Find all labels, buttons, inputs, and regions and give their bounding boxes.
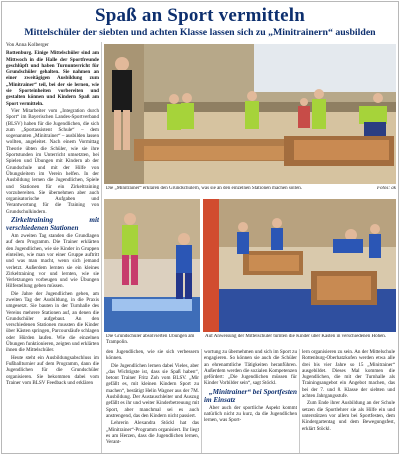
photo-vaulting-boxes xyxy=(203,199,396,332)
section-subhead: „Minitrainer“ bei Sportfesten im Einsatz xyxy=(204,387,297,404)
lead-paragraph: Rottenburg. Einige Mittelschüler sind am Mittwoch in die Halle der Sportfreunde geschlüpft und haben Turnunterricht für Grundschüler gehalten. Sie nahmen an einer zweitägigen Ausbildung zum „Minitrainer“ teil, bei der sie lernen, wie sie Sporteinheiten vorbereiten und gestalten können und Kindern Spaß am Sport vermitteln. xyxy=(6,50,99,107)
text-column-4 xyxy=(302,349,395,453)
section-subhead: Zirkeltraining mit verschiedenen Stationen xyxy=(6,216,99,233)
paragraph: Die Jugendlichen lernen dabei Vieles, aber „das Wichtigste ist, dass sie Spaß haben“, betont Trainer Fritz Zoh vom BLSV. „Mir gefällt es, mit kleinen Kindern Sport zu machen“, bestätigt Helin Wagner aus der 7M. Ausbildung. Der Austauschleiter und Auszug gefällt es ihr und weiter Kinderbetreuung mit Sport, aber manchmal sei es auch anstrengend, das den Kindern nicht passiert. xyxy=(106,362,199,419)
paragraph: den Jugendlichen, wie sie sich verbessern können. xyxy=(106,349,199,362)
photo-top-illustration xyxy=(104,44,396,184)
column-divider xyxy=(201,349,202,453)
paragraph: Lehrerin Alexandra Stöckl hat das „Minitrainer“-Programm organisiert. Ihr liegt es am Herzen, dass die Jugendlichen lernen, Verant- xyxy=(106,420,199,446)
paragraph: Am zweiten Tag standen die Grundlagen auf dem Programm. Die Trainer erklärten den Jugendlichen, wie sie Kinder in Gruppen einteilen, wie man vor einer Gruppe auftritt und was man macht, wenn sich jemand verletzt. Außerdem lernten sie ein kleines Zirkeltraining vor und lernten, wie sie Verletzungen vorbeugen und wie Übungen Hilfestellung geben müssen. xyxy=(6,233,99,290)
paragraph: Aber auch der sportliche Aspekt kommt natürlich nicht zu kurz, da die Jugendlichen lernen, was Sport- xyxy=(204,404,297,424)
photo-credit: Fotos: ak xyxy=(376,186,396,191)
photo-top-gym-stations xyxy=(104,44,396,184)
byline: Von Anna Kolberger xyxy=(6,42,49,48)
text-column-1 xyxy=(6,42,99,453)
paragraph: Heute steht ein Ausbildungsabschluss im Fußballturnier auf dem Programm, dann die Jugendlichen für die Grundschüler organisieren. Sie bekommen dabei vom Trainer vom BLSV Feedback und erklären xyxy=(6,354,99,386)
photo-boxes-caption: Auf Anweisung der Mittelschüler turnten die Kinder über Kästen in verschiedenen Höhen. xyxy=(205,334,387,339)
column-divider xyxy=(299,349,300,453)
article-headline: Spaß an Sport vermitteln xyxy=(94,5,306,26)
photo-trampoline-caption: Die Grundschüler absolvierten Übungen am Trampolin. xyxy=(106,334,195,345)
paragraph: Vier Mitarbeiter vom „Integration durch Sport“ im Bayerischen Landes-Sportverband (BLSV) haben für die Jugendlichen, die sich zum „Sportassistent Schule“ – dem sogenannten „Minitrainer“ – ausbilden lassen wollten, angeleitet. Nach einem Vormittag Theorie übten die Schüler, wie sie ihre Sportstunden im Unterricht umsetzten, bei Spielen und Übungen mit Kindern ab der Grundschule und mit der Hilfe von Übungsleitern im Verein helfen. In der Ausbildung lernen die Jugendlichen, Spiele und Stationen für ein Zirkeltraining vorzubereiten. Sie übernehmen aber auch organisatorische Aufgaben und Verantwortung für die Training von Grundschulkindern. xyxy=(6,107,99,215)
photo-top-caption xyxy=(106,186,396,193)
photo-trampoline-illustration xyxy=(104,199,200,332)
paragraph: lern organisieren zu sein. An der Mittelschule Rottenburg-Oberhatzkofen werden etwa alle drei bis vier Jahre so 15 „Minitrainer“ ausgebildet. Dieses Mal kommen die Jugendlichen, die mit der Turnhalle als Trainingsangebot ein Angebot machen, das bei der 7. und 8. Klasse der siebten und achten Jahrgangsstufe. xyxy=(302,349,395,400)
paragraph: Zum Ende ihrer Ausbildung an der Schule setzen die Sportlehrer sie als Hilfe ein und unterstützen vor allem bei Sportfesten, dem Kindergartentag und dem Bewegungsfest, erklärt Stöckl. xyxy=(302,400,395,432)
text-column-3 xyxy=(204,349,297,453)
paragraph: Die Jahre der Jugendlichen gehen, am zweiten Tag der Ausbildung, in die Praxis umgesetzt. Sie bauten in der Turnhalle des Vereins mehrere Stationen auf, an denen die Grundschüler aufgebaut. An den verschiedenen Stationen mussten die Kinder über Kästen springen, Parcoursläufe schlagen oder Hürden laufen. Wie die einzelnen Übungen funktionieren, zeigten und erklärten ihnen die Mittelschüler. xyxy=(6,290,99,354)
article-subheadline: Mittelschüler der siebten und achten Klasse lassen sich zu „Minitrainern“ ausbilden xyxy=(24,27,376,38)
column-divider xyxy=(101,42,102,453)
newspaper-page xyxy=(1,1,399,454)
photo-boxes-illustration xyxy=(203,199,396,332)
paragraph: wortung zu übernehmen und sich im Sport zu engagieren. So können sie auch die Schüler an ehrenamtliche Tätigkeiten heranführen. Außerdem werden die sozialen Kompetenzen gefördert: „Die Jugendlichen müssen für Kinder Vorbilder sein“, sagt Stöckl. xyxy=(204,349,297,387)
caption-text: Die „Minitrainer“ erklären den Grundschülern, was sie an den einzelnen Stationen machen sollen. xyxy=(106,186,303,191)
photo-trampoline xyxy=(104,199,200,332)
text-column-2 xyxy=(106,349,199,453)
